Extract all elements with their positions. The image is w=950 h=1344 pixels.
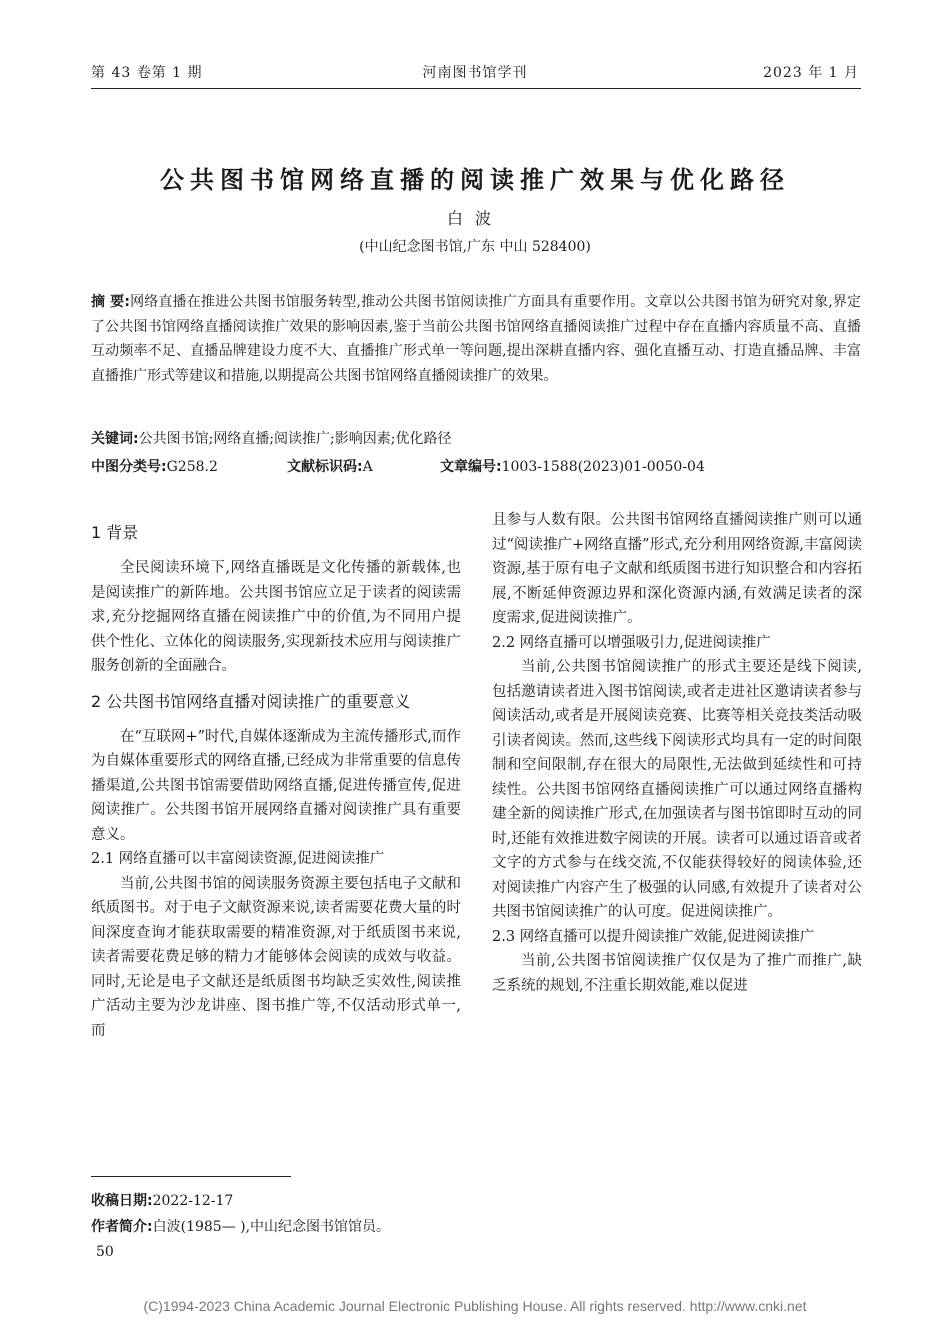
received-label: 收稿日期: — [91, 1193, 153, 1209]
keywords-text: 公共图书馆;网络直播;阅读推广;影响因素;优化路径 — [138, 431, 452, 447]
footnote-rule — [91, 1176, 291, 1177]
keywords-label: 关键词: — [91, 431, 139, 447]
section-2-paragraph: 在“互联网+”时代,自媒体逐渐成为主流传播形式,而作为自媒体重要形式的网络直播,已经成为非常重要的信息传播渠道,公共图书馆需要借助网络直播,促进传播宣传,促进阅读推广。公共图书馆开展网络直播对阅读推广具有重要意义。 — [91, 728, 461, 843]
clc-value: G258.2 — [166, 459, 218, 475]
page-number: 50 — [96, 1244, 114, 1260]
section-2-1-paragraph: 当前,公共图书馆的阅读服务资源主要包括电子文献和纸质图书。对于电子文献资源来说,读者需要花费大量的时间深度查询才能获取需要的精准资源,对于纸质图书来说,读者需要花费足够的精力才能够体会阅读的成效与收益。同时,无论是电子文献还是纸质图书均缺乏实效性,阅读推广活动主要为沙龙讲座、图书推广等,不仅活动形式单一,而 — [91, 875, 461, 1039]
article-number-value: 1003-1588(2023)01-0050-04 — [501, 459, 705, 475]
abstract-text: 网络直播在推进公共图书馆服务转型,推动公共图书馆阅读推广方面具有重要作用。文章以公共图书馆为研究对象,界定了公共图书馆网络直播阅读推广效果的影响因素,鉴于当前公共图书馆网络直播阅读推广过程中存在直播内容质量不高、直播互动频率不足、直播品牌建设力度不大、直播推广形式单一等问题,提出深耕直播内容、强化直播互动、打造直播品牌、丰富直播推广形式等建议和措施,以期提高公共图书馆网络直播阅读推广的效果。 — [91, 294, 861, 384]
article-title: 公共图书馆网络直播的阅读推广效果与优化路径 — [160, 165, 790, 194]
abstract — [91, 290, 861, 388]
section-2-3-heading: 2.3 网络直播可以提升阅读推广效能,促进阅读推广 — [492, 928, 815, 945]
left-column — [91, 518, 461, 1043]
right-column — [492, 508, 862, 998]
section-2-heading: 2 公共图书馆网络直播对阅读推广的重要意义 — [91, 691, 411, 711]
header-volume: 第 43 卷第 1 期 — [91, 65, 203, 81]
received-date — [91, 1190, 233, 1210]
section-2-2-paragraph: 当前,公共图书馆阅读推广的形式主要还是线下阅读,包括邀请读者进入图书馆阅读,或者走进社区邀请读者参与阅读活动,或者是开展阅读竞赛、比赛等相关竞技类活动吸引读者阅读。然而,这些线下阅读形式均具有一定的时间限制和空间限制,存在很大的局限性,无法做到延续性和可持续性。公共图书馆网络直播阅读推广可以通过网络直播构建全新的阅读推广形式,在加强读者与图书馆即时互动的同时,还能有效推进数字阅读的开展。读者可以通过语音或者文字的方式参与在线交流,不仅能获得较好的阅读体验,还对阅读推广内容产生了极强的认同感,有效提升了读者对公共图书馆阅读推广的认可度。促进阅读推广。 — [492, 659, 862, 920]
author-affiliation: (中山纪念图书馆,广东 中山 528400) — [359, 239, 591, 255]
author-name: 白波 — [446, 209, 503, 228]
section-2-2-heading: 2.2 网络直播可以增强吸引力,促进阅读推广 — [492, 634, 771, 651]
section-2-3-paragraph: 当前,公共图书馆阅读推广仅仅是为了推广而推广,缺乏系统的规划,不注重长期效能,难以促进 — [492, 953, 862, 994]
section-1-heading: 1 背景 — [91, 523, 139, 542]
clc-number — [91, 456, 218, 476]
copyright-line: (C)1994-2023 China Academic Journal Electronic Publishing House. All rights reserved. http://www.cnki.net — [143, 1298, 807, 1314]
section-2-1-heading: 2.1 网络直播可以丰富阅读资源,促进阅读推广 — [91, 851, 385, 867]
keywords — [91, 428, 451, 448]
author-bio-label: 作者简介: — [91, 1219, 153, 1235]
doc-code-value: A — [362, 459, 373, 475]
header-journal: 河南图书馆学刊 — [422, 65, 528, 81]
article-number — [440, 456, 705, 476]
received-value: 2022-12-17 — [152, 1193, 234, 1209]
author-bio-text: 白波(1985— ),中山纪念图书馆馆员。 — [152, 1219, 391, 1235]
document-code — [287, 456, 373, 476]
doc-code-label: 文献标识码: — [287, 459, 363, 475]
article-number-label: 文章编号: — [440, 459, 502, 475]
continued-paragraph: 且参与人数有限。公共图书馆网络直播阅读推广则可以通过“阅读推广+网络直播”形式,充分利用网络资源,丰富阅读资源,基于原有电子文献和纸质图书进行知识整合和内容拓展,不断延伸资源边界和深化资源内涵,有效满足读者的深度需求,促进阅读推广。 — [492, 512, 862, 626]
header-rule — [91, 88, 861, 89]
clc-label: 中图分类号: — [91, 459, 167, 475]
author-bio — [91, 1216, 390, 1236]
abstract-label: 摘 要: — [91, 294, 130, 310]
section-1-paragraph: 全民阅读环境下,网络直播既是文化传播的新载体,也是阅读推广的新阵地。公共图书馆应立足于读者的阅读需求,充分挖掘网络直播在阅读推广中的价值,为不同用户提供个性化、立体化的阅读服务,实现新技术应用与阅读推广服务创新的全面融合。 — [91, 560, 461, 674]
header-date: 2023 年 1 月 — [763, 65, 859, 81]
